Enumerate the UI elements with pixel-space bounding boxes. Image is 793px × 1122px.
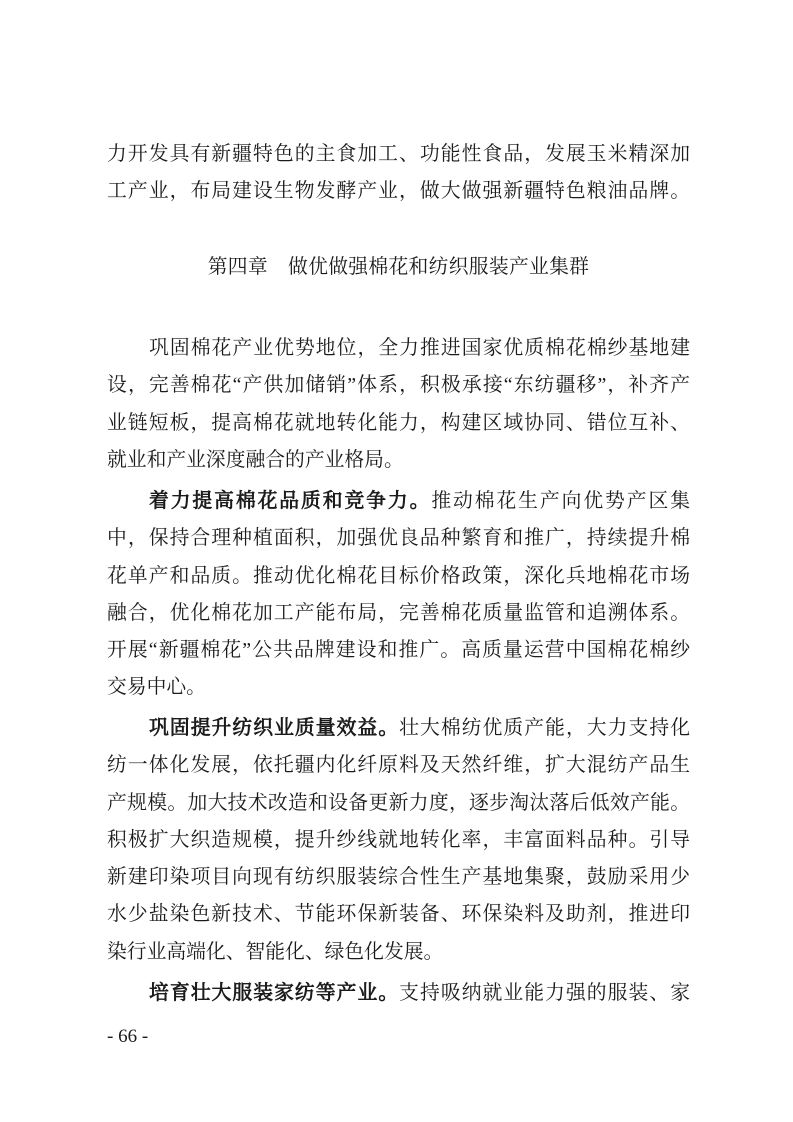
text-line bbox=[107, 710, 690, 747]
text-line: 交易中心。 bbox=[107, 676, 206, 699]
line-text: 推动棉花生产向优势产区集 bbox=[431, 490, 690, 512]
text-line: 开展“新疆棉花”公共品牌建设和推广。高质量运营中国棉花棉纱 bbox=[107, 639, 690, 662]
paragraph-lead: 着力提高棉花品质和竞争力。 bbox=[149, 490, 432, 512]
paragraph-lead: 培育壮大服装家纺等产业。 bbox=[149, 982, 400, 1004]
text-line: 新建印染项目向现有纺织服装综合性生产基地集聚，鼓励采用少 bbox=[107, 866, 690, 889]
line-text: 壮大棉纺优质产能，大力支持化 bbox=[399, 717, 690, 739]
text-line: 就业和产业深度融合的产业格局。 bbox=[107, 448, 404, 471]
paragraph bbox=[107, 975, 690, 1012]
text-line: 花单产和品质。推动优化棉花目标价格政策，深化兵地棉花市场 bbox=[107, 564, 690, 587]
text-line: 染行业高端化、智能化、绿色化发展。 bbox=[107, 940, 444, 963]
paragraph bbox=[107, 483, 690, 707]
text-line: 产规模。加大技术改造和设备更新力度，逐步淘汰落后低效产能。 bbox=[107, 791, 690, 814]
paragraph bbox=[107, 330, 690, 479]
text-line bbox=[107, 483, 690, 520]
text-line: 业链短板，提高棉花就地转化能力，构建区域协同、错位互补、 bbox=[107, 411, 690, 434]
text-line: 纺一体化发展，依托疆内化纤原料及天然纤维，扩大混纺产品生 bbox=[107, 754, 690, 777]
text-line: 工产业，布局建设生物发酵产业，做大做强新疆特色粮油品牌。 bbox=[107, 180, 690, 203]
text-line: 力开发具有新疆特色的主食加工、功能性食品，发展玉米精深加 bbox=[107, 143, 690, 165]
paragraph-lead: 巩固提升纺织业质量效益。 bbox=[149, 717, 400, 739]
chapter-heading: 第四章 做优做强棉花和纺织服装产业集群 bbox=[207, 256, 590, 278]
line-text: 支持吸纳就业能力强的服装、家 bbox=[399, 982, 690, 1004]
page-number: - 66 - bbox=[107, 1026, 149, 1047]
chapter-heading-block bbox=[107, 249, 690, 286]
text-line: 巩固棉花产业优势地位，全力推进国家优质棉花棉纱基地建 bbox=[149, 337, 690, 359]
continued-paragraph bbox=[107, 136, 690, 211]
paragraph bbox=[107, 710, 690, 971]
text-line: 中，保持合理种植面积，加强优良品种繁育和推广，持续提升棉 bbox=[107, 527, 690, 550]
text-line: 积极扩大织造规模，提升纱线就地转化率，丰富面料品种。引导 bbox=[107, 828, 690, 851]
text-line: 融合，优化棉花加工产能布局，完善棉花质量监管和追溯体系。 bbox=[107, 601, 690, 624]
text-line: 设，完善棉花“产供加储销”体系，积极承接“东纺疆移”，补齐产 bbox=[107, 374, 690, 397]
text-line bbox=[107, 975, 690, 1012]
text-line: 水少盐染色新技术、节能环保新装备、环保染料及助剂，推进印 bbox=[107, 903, 690, 926]
